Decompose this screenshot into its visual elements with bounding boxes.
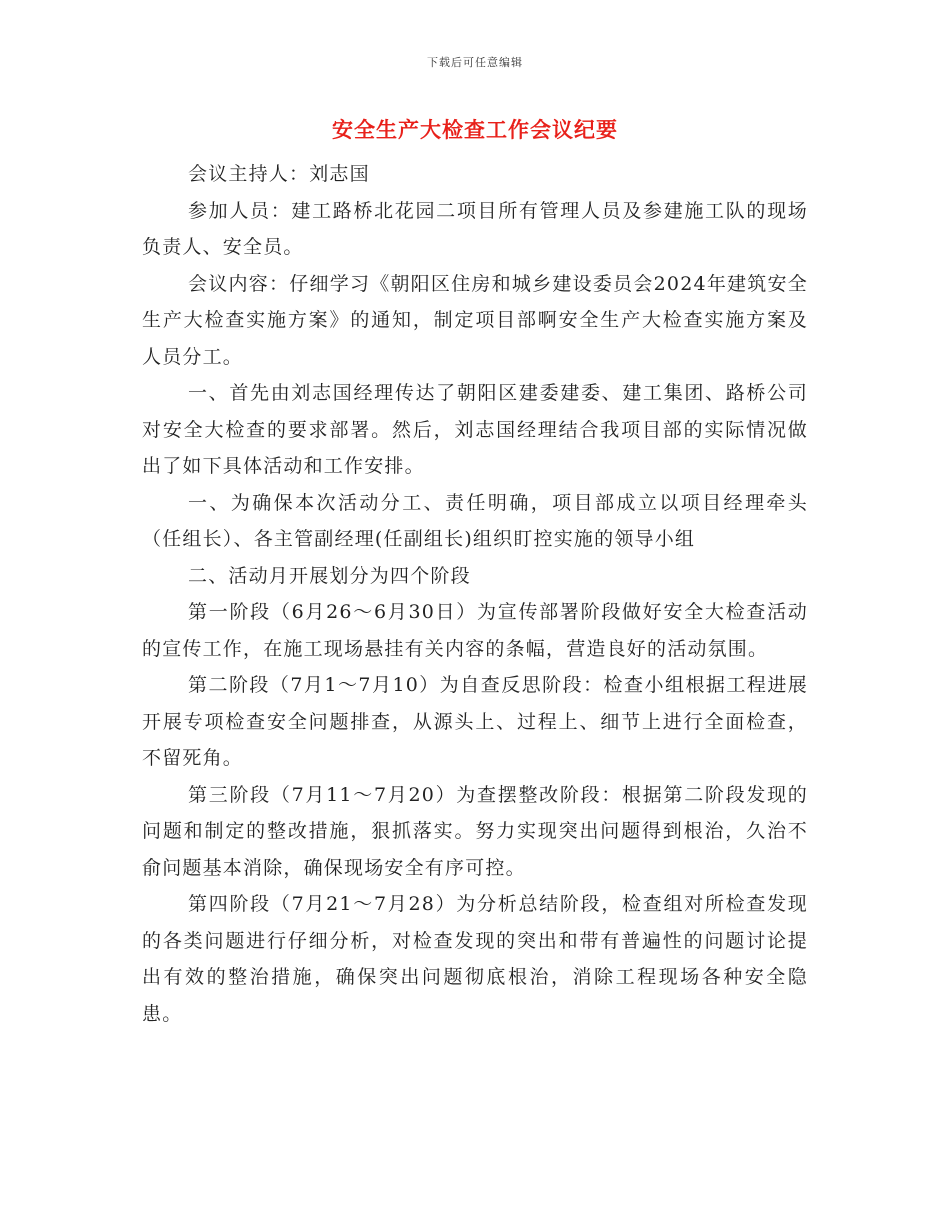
paragraph-phases-heading: 二、活动月开展划分为四个阶段 bbox=[188, 564, 471, 587]
paragraph-phase-3: 第三阶段（7月11～7月20）为查摆整改阶段：根据第二阶段发现的问题和制定的整改措施，狠抓落实。努力实现突出问题得到根治，久治不俞问题基本消除，确保现场安全有序可控。 bbox=[142, 783, 808, 879]
document-body bbox=[142, 156, 808, 1032]
paragraph-leadership-group: 一、为确保本次活动分工、责任明确，项目部成立以项目经理牵头（任组长）、各主管副经理(任副组长)组织盯控实施的领导小组 bbox=[142, 491, 808, 550]
paragraph-section-1: 一、首先由刘志国经理传达了朝阳区建委建委、建工集团、路桥公司对安全大检查的要求部署。然后，刘志国经理结合我项目部的实际情况做出了如下具体活动和工作安排。 bbox=[142, 382, 808, 477]
paragraph-phase-1: 第一阶段（6月26～6月30日）为宣传部署阶段做好安全大检查活动的宣传工作，在施工现场悬挂有关内容的条幅，营造良好的活动氛围。 bbox=[142, 601, 808, 660]
header-note: 下载后可任意编辑 bbox=[427, 56, 523, 69]
paragraph-host: 会议主持人：刘志国 bbox=[188, 163, 370, 185]
document-title: 安全生产大检查工作会议纪要 bbox=[332, 117, 618, 142]
paragraph-content: 会议内容：仔细学习《朝阳区住房和城乡建设委员会2024年建筑安全生产大检查实施方案》的通知，制定项目部啊安全生产大检查实施方案及人员分工。 bbox=[142, 272, 808, 368]
paragraph-attendees: 参加人员：建工路桥北花园二项目所有管理人员及参建施工队的现场负责人、安全员。 bbox=[142, 199, 808, 258]
paragraph-phase-2: 第二阶段（7月1～7月10）为自查反思阶段：检查小组根据工程进展开展专项检查安全问题排查，从源头上、过程上、细节上进行全面检查，不留死角。 bbox=[142, 674, 808, 769]
paragraph-phase-4: 第四阶段（7月21～7月28）为分析总结阶段，检查组对所检查发现的各类问题进行仔细分析，对检查发现的突出和带有普遍性的问题讨论提出有效的整治措施，确保突出问题彻底根治，消除工程现场各种安全隐患。 bbox=[142, 893, 808, 1025]
